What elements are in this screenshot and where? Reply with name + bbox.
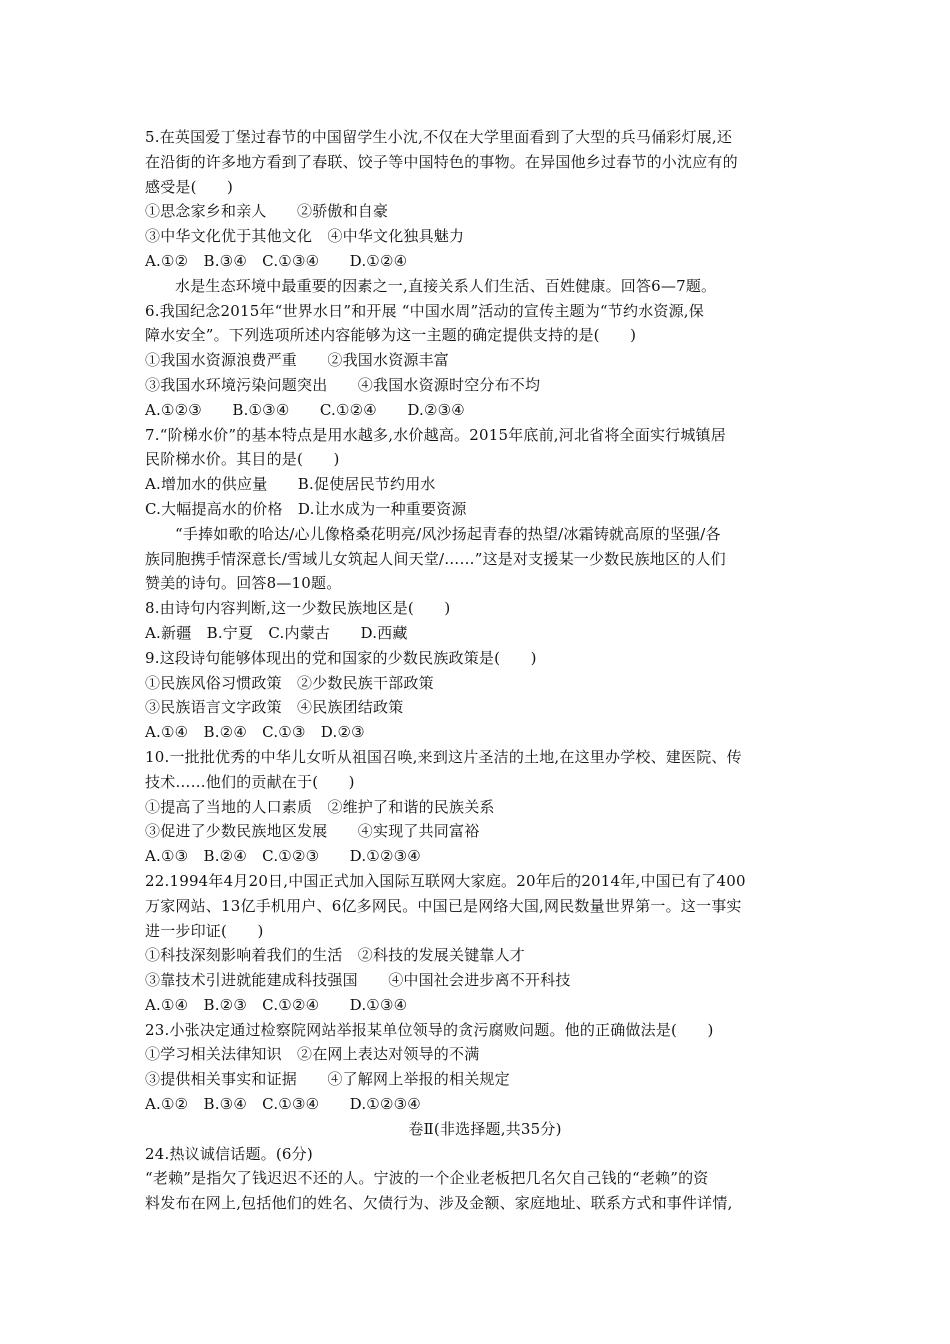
text-line: 在沿街的许多地方看到了春联、饺子等中国特色的事物。在异国他乡过春节的小沈应有的 bbox=[145, 152, 738, 171]
text-line: 9.这段诗句能够体现出的党和国家的少数民族政策是( ) bbox=[145, 648, 537, 667]
text-line: 10.一批批优秀的中华儿女听从祖国召唤,来到这片圣洁的土地,在这里办学校、建医院、传 bbox=[145, 747, 742, 766]
text-line: A.①③ B.②④ C.①②③ D.①②③④ bbox=[145, 847, 421, 866]
text-line: ③中华文化优于其他文化 ④中华文化独具魅力 bbox=[145, 227, 465, 246]
text-line: 8.由诗句内容判断,这一少数民族地区是( ) bbox=[145, 599, 451, 618]
text-line: ③民族语言文字政策 ④民族团结政策 bbox=[145, 698, 404, 717]
text-line: ①我国水资源浪费严重 ②我国水资源丰富 bbox=[145, 351, 450, 370]
text-line: 障水安全”。下列选项所述内容能够为这一主题的确定提供支持的是( ) bbox=[145, 326, 637, 345]
text-line: ①思念家乡和亲人 ②骄傲和自豪 bbox=[145, 202, 389, 221]
text-line: 23.小张决定通过检察院网站举报某单位领导的贪污腐败问题。他的正确做法是( ) bbox=[145, 1020, 714, 1039]
text-line: 民阶梯水价。其目的是( ) bbox=[145, 450, 340, 469]
text-line: 22.1994年4月20日,中国正式加入国际互联网大家庭。20年后的2014年,中国已有了400 bbox=[145, 871, 746, 890]
text-line: 进一步印证( ) bbox=[145, 921, 264, 940]
text-line: ①提高了当地的人口素质 ②维护了和谐的民族关系 bbox=[145, 797, 495, 816]
text-line: A.①② B.③④ C.①③④ D.①②④ bbox=[145, 251, 408, 270]
text-line: ①民族风俗习惯政策 ②少数民族干部政策 bbox=[145, 673, 434, 692]
text-line: ③我国水环境污染问题突出 ④我国水资源时空分布不均 bbox=[145, 375, 541, 394]
text-line: A.新疆 B.宁夏 C.内蒙古 D.西藏 bbox=[145, 623, 408, 642]
exam-page bbox=[145, 125, 825, 1216]
text-line: 赞美的诗句。回答8—10题。 bbox=[145, 574, 342, 593]
text-line: ③靠技术引进就能建成科技强国 ④中国社会进步离不开科技 bbox=[145, 971, 571, 990]
text-line: 7.“阶梯水价”的基本特点是用水越多,水价越高。2015年底前,河北省将全面实行城镇居 bbox=[145, 425, 726, 444]
text-line: 24.热议诚信话题。(6分) bbox=[145, 1144, 313, 1163]
text-line: ③提供相关事实和证据 ④了解网上举报的相关规定 bbox=[145, 1070, 510, 1089]
text-line: 技术……他们的贡献在于( ) bbox=[145, 772, 355, 791]
text-line: ①学习相关法律知识 ②在网上表达对领导的不满 bbox=[145, 1045, 480, 1064]
text-line: 族同胞携手情深意长/雪域儿女筑起人间天堂/……”这是对支援某一少数民族地区的人们 bbox=[145, 549, 726, 568]
text-line: A.①④ B.②④ C.①③ D.②③ bbox=[145, 723, 365, 742]
text-line: 水是生态环境中最重要的因素之一,直接关系人们生活、百姓健康。回答6—7题。 bbox=[175, 276, 717, 295]
text-line: “老赖”是指欠了钱迟迟不还的人。宁波的一个企业老板把几名欠自己钱的“老赖”的资 bbox=[145, 1169, 709, 1188]
text-line: A.①②③ B.①③④ C.①②④ D.②③④ bbox=[145, 400, 465, 419]
text-line: “手捧如歌的哈达/心儿像格桑花明亮/风沙扬起青春的热望/冰霜铸就高原的坚强/各 bbox=[175, 524, 721, 543]
text-line: 6.我国纪念2015年“世界水日”和开展 “中国水周”活动的宣传主题为“节约水资源,保 bbox=[145, 301, 704, 320]
text-line: ①科技深刻影响着我们的生活 ②科技的发展关键靠人才 bbox=[145, 946, 526, 965]
text-line: 5.在英国爱丁堡过春节的中国留学生小沈,不仅在大学里面看到了大型的兵马俑彩灯展,还 bbox=[145, 128, 733, 146]
text-line: A.①② B.③④ C.①③④ D.①②③④ bbox=[145, 1095, 421, 1114]
text-line: A.增加水的供应量 B.促使居民节约用水 bbox=[145, 475, 436, 494]
section-heading: 卷Ⅱ(非选择题,共35分) bbox=[408, 1119, 562, 1138]
text-line: 料发布在网上,包括他们的姓名、欠债行为、涉及金额、家庭地址、联系方式和事件详情, bbox=[145, 1194, 733, 1213]
text-line: 万家网站、13亿手机用户、6亿多网民。中国已是网络大国,网民数量世界第一。这一事实 bbox=[145, 896, 742, 915]
text-line: 感受是( ) bbox=[145, 177, 234, 196]
text-line: ③促进了少数民族地区发展 ④实现了共同富裕 bbox=[145, 822, 480, 841]
text-line: A.①④ B.②③ C.①②④ D.①③④ bbox=[145, 995, 408, 1014]
text-line: C.大幅提高水的价格 D.让水成为一种重要资源 bbox=[145, 499, 467, 518]
